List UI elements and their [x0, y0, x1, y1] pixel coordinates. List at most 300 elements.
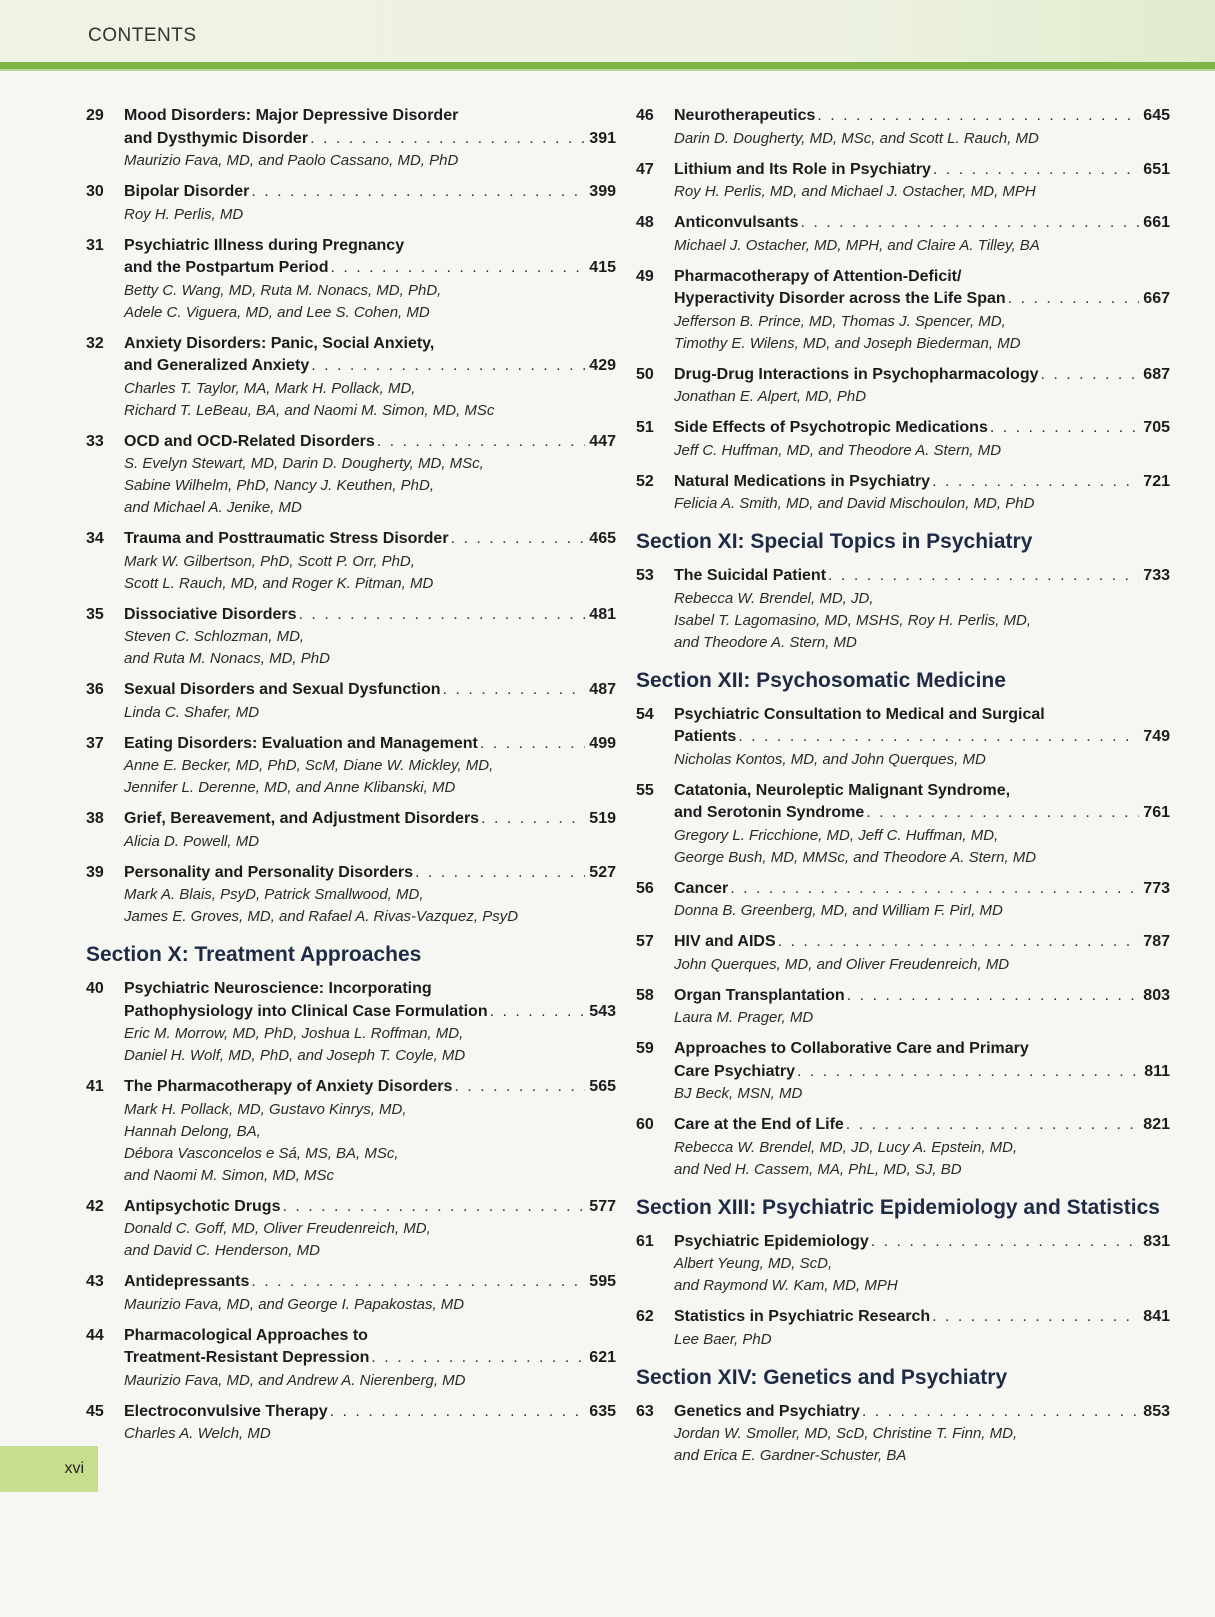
chapter-title: Pharmacotherapy of Attention-Deficit/ [674, 267, 962, 285]
chapter-title-line [124, 862, 616, 885]
chapter-number: 29 [86, 107, 104, 124]
chapter-title: Neurotherapeutics [674, 107, 816, 124]
chapter-title: Pharmacological Approaches to [124, 1326, 368, 1344]
chapter-number: 62 [636, 1308, 654, 1325]
toc-entry [86, 528, 616, 595]
author-line: Felicia A. Smith, MD, and David Mischoulon, MD, PhD [674, 495, 1035, 512]
chapter-title: OCD and OCD-Related Disorders [124, 432, 375, 450]
chapter-number: 36 [86, 681, 104, 698]
chapter-title-line [124, 1271, 616, 1294]
toc-entry [636, 159, 1170, 204]
toc-entry-body [124, 862, 616, 929]
author-line: Nicholas Kontos, MD, and John Querques, MD [674, 750, 986, 768]
toc-column-left [86, 105, 616, 1454]
toc-entry [636, 931, 1170, 976]
dot-leader [1006, 288, 1140, 311]
chapter-number: 55 [636, 781, 654, 799]
chapter-title-line [674, 1038, 1170, 1061]
toc-entry-body [674, 780, 1170, 869]
chapter-title: Antipsychotic Drugs [124, 1197, 281, 1215]
toc-entry [86, 1196, 616, 1263]
chapter-title: Side Effects of Psychotropic Medications [674, 419, 988, 436]
author-line: Eric M. Morrow, MD, PhD, Joshua L. Roffman, MD, [124, 1025, 464, 1042]
chapter-title: Psychiatric Illness during Pregnancy [124, 236, 405, 254]
author-line: Jennifer L. Derenne, MD, and Anne Klibanski, MD [124, 779, 456, 796]
author-line: Gregory L. Fricchione, MD, Jeff C. Huffman, MD, [674, 826, 999, 844]
toc-entry [636, 565, 1170, 654]
page-ref: 447 [589, 432, 616, 450]
toc-entry [86, 1401, 616, 1446]
toc-entry [636, 985, 1170, 1030]
toc-entry-body [124, 1325, 616, 1392]
chapter-title: Anticonvulsants [674, 214, 799, 231]
page-ref: 391 [589, 129, 616, 147]
toc-entry-body [674, 565, 1170, 654]
author-line: George Bush, MD, MMSc, and Theodore A. Stern, MD [674, 848, 1037, 866]
author-line: Débora Vasconcelos e Sá, MS, BA, MSc, [124, 1144, 399, 1162]
page-ref: 481 [589, 605, 616, 623]
chapter-number: 45 [86, 1402, 104, 1420]
author-line: Lee Baer, PhD [674, 1330, 772, 1348]
chapter-title-line [674, 726, 1170, 749]
toc-entry-body [124, 978, 616, 1067]
author-line: Jonathan E. Alpert, MD, PhD [674, 388, 867, 405]
chapter-number: 43 [86, 1273, 104, 1290]
chapter-number: 39 [86, 863, 104, 881]
chapter-title: and Serotonin Syndrome [674, 804, 865, 821]
toc-entry-body [674, 417, 1170, 462]
dot-leader [795, 1061, 1140, 1084]
author-line: Mark H. Pollack, MD, Gustavo Kinrys, MD, [124, 1100, 407, 1118]
author-line: Alicia D. Powell, MD [124, 832, 260, 850]
dot-leader [930, 1306, 1139, 1329]
toc-entry-body [124, 105, 616, 172]
page-ref: 595 [589, 1273, 616, 1290]
chapter-title-line [674, 931, 1170, 954]
dot-leader [328, 1401, 586, 1424]
author-line: and David C. Henderson, MD [124, 1242, 320, 1259]
dot-leader [369, 1347, 585, 1370]
chapter-title-line [124, 1325, 616, 1348]
chapter-number: 30 [86, 183, 104, 200]
author-line: BJ Beck, MSN, MD [674, 1085, 803, 1102]
dot-leader [478, 733, 585, 756]
author-line: Charles T. Taylor, MA, Mark H. Pollack, MD, [124, 379, 416, 397]
dot-leader [249, 1271, 585, 1294]
chapter-title: Hyperactivity Disorder across the Life Span [674, 290, 1006, 307]
chapter-title: Drug-Drug Interactions in Psychopharmacology [674, 365, 1039, 383]
chapter-title-line [674, 105, 1170, 128]
page-number: xvi [0, 1446, 98, 1492]
toc-entry [636, 1401, 1170, 1468]
dot-leader [413, 862, 585, 885]
toc-entry [86, 1325, 616, 1392]
chapter-title-line [674, 1114, 1170, 1137]
chapter-number: 33 [86, 432, 104, 450]
chapter-number: 44 [86, 1326, 104, 1344]
page-ref: 749 [1143, 728, 1170, 745]
page-ref: 651 [1143, 160, 1170, 178]
dot-leader [845, 985, 1140, 1008]
dot-leader [826, 565, 1139, 588]
toc-entry-body [674, 1401, 1170, 1468]
chapter-number: 57 [636, 933, 654, 950]
page-ref: 687 [1143, 365, 1170, 383]
toc-entry [636, 471, 1170, 516]
toc-entry [86, 1271, 616, 1316]
toc-entry [86, 181, 616, 226]
toc-entry [86, 604, 616, 671]
chapter-title-line [124, 355, 616, 378]
author-line: Laura M. Prager, MD [674, 1009, 814, 1026]
toc-entry [86, 808, 616, 853]
toc-entry [636, 1038, 1170, 1105]
chapter-number: 49 [636, 267, 654, 285]
dot-leader [798, 212, 1139, 235]
chapter-title: and the Postpartum Period [124, 259, 329, 276]
toc-entry [636, 780, 1170, 869]
toc-entry [636, 105, 1170, 150]
chapter-number: 38 [86, 810, 104, 827]
chapter-title: Care at the End of Life [674, 1116, 844, 1133]
toc-entry [636, 417, 1170, 462]
author-line: Maurizio Fava, MD, and George I. Papakostas, MD [124, 1295, 465, 1313]
chapter-number: 40 [86, 980, 104, 997]
chapter-title-line [124, 1076, 616, 1099]
chapter-title: Psychiatric Neuroscience: Incorporating [124, 980, 432, 997]
author-line: Steven C. Schlozman, MD, [124, 628, 305, 645]
chapter-title-line [124, 431, 616, 454]
page-ref: 399 [589, 183, 616, 200]
chapter-title: Cancer [674, 879, 729, 897]
chapter-title-line [124, 1401, 616, 1424]
chapter-title-line [674, 471, 1170, 494]
chapter-title-line [124, 333, 616, 356]
section-heading: Section XI: Special Topics in Psychiatry [636, 530, 1033, 553]
chapter-number: 48 [636, 214, 654, 231]
author-line: Rebecca W. Brendel, MD, JD, [674, 589, 874, 607]
dot-leader [931, 159, 1139, 182]
chapter-title-line [124, 1347, 616, 1370]
chapter-title-line [674, 266, 1170, 289]
section-heading: Section X: Treatment Approaches [86, 943, 422, 966]
chapter-title: The Pharmacotherapy of Anxiety Disorders [124, 1078, 453, 1095]
toc-entry-body [124, 181, 616, 226]
dot-leader [728, 878, 1139, 901]
chapter-title-line [124, 235, 616, 258]
toc-entry-body [674, 1231, 1170, 1298]
chapter-number: 32 [86, 334, 104, 352]
toc-entry-body [674, 1306, 1170, 1351]
toc-entry-body [124, 528, 616, 595]
author-line: Maurizio Fava, MD, and Paolo Cassano, MD, PhD [124, 152, 459, 169]
page-ref: 415 [589, 259, 616, 276]
dot-leader [479, 808, 585, 831]
toc-entry-body [124, 431, 616, 520]
author-line: Hannah Delong, BA, [124, 1122, 261, 1140]
dot-leader [776, 931, 1140, 954]
page-ref: 565 [589, 1078, 616, 1095]
chapter-title: Statistics in Psychiatric Research [674, 1308, 931, 1325]
author-line: Adele C. Viguera, MD, and Lee S. Cohen, MD [124, 303, 430, 321]
author-line: Roy H. Perlis, MD [124, 205, 244, 223]
toc-entry-body [674, 364, 1170, 409]
toc-entry-body [674, 212, 1170, 257]
chapter-number: 31 [86, 236, 104, 254]
chapter-title: Pathophysiology into Clinical Case Formulation [124, 1002, 488, 1020]
toc-entry-body [124, 1271, 616, 1316]
author-line: Rebecca W. Brendel, MD, JD, Lucy A. Epstein, MD, [674, 1138, 1018, 1156]
author-line: Darin D. Dougherty, MD, MSc, and Scott L. Rauch, MD [674, 129, 1039, 147]
section-heading: Section XIII: Psychiatric Epidemiology and Statistics [636, 1195, 1160, 1219]
author-line: Charles A. Welch, MD [124, 1425, 271, 1442]
toc-entry-body [124, 808, 616, 853]
page-ref: 811 [1144, 1062, 1170, 1080]
page-ref: 667 [1143, 290, 1170, 307]
toc-entry [636, 704, 1170, 771]
chapter-title-line [124, 604, 616, 627]
chapter-title-line [124, 528, 616, 551]
dot-leader [860, 1401, 1139, 1424]
author-line: Mark A. Blais, PsyD, Patrick Smallwood, MD, [124, 886, 424, 903]
page-ref: 787 [1143, 933, 1170, 950]
chapter-title: Eating Disorders: Evaluation and Management [124, 734, 478, 752]
page-ref: 499 [589, 734, 616, 752]
page-ref: 527 [589, 863, 616, 881]
toc-entry [636, 364, 1170, 409]
chapter-title-line [674, 565, 1170, 588]
chapter-title-line [124, 105, 616, 128]
header-rule [0, 62, 1215, 69]
chapter-title-line [124, 128, 616, 151]
toc-entry [636, 1306, 1170, 1351]
author-line: Donald C. Goff, MD, Oliver Freudenreich, MD, [124, 1220, 431, 1237]
toc-entry-body [674, 985, 1170, 1030]
chapter-title-line [124, 733, 616, 756]
chapter-title-line [124, 257, 616, 280]
chapter-number: 41 [86, 1078, 104, 1095]
author-line: S. Evelyn Stewart, MD, Darin D. Dougherty, MD, MSc, [124, 455, 484, 472]
chapter-number: 35 [86, 605, 104, 623]
chapter-title-line [674, 159, 1170, 182]
author-line: and Ruta M. Nonacs, MD, PhD [124, 650, 330, 667]
dot-leader [488, 1001, 586, 1024]
chapter-title-line [674, 878, 1170, 901]
author-line: Anne E. Becker, MD, PhD, ScM, Diane W. Mickley, MD, [124, 757, 494, 774]
chapter-title: Mood Disorders: Major Depressive Disorder [124, 107, 459, 124]
author-line: Donna B. Greenberg, MD, and William F. Pirl, MD [674, 902, 1003, 919]
toc-entry [86, 431, 616, 520]
page-ref: 519 [589, 810, 616, 827]
chapter-title: Genetics and Psychiatry [674, 1402, 860, 1420]
page-ref: 465 [589, 530, 616, 547]
toc-entry [636, 1114, 1170, 1181]
page-ref: 773 [1143, 879, 1170, 897]
dot-leader [280, 1196, 585, 1219]
chapter-number: 42 [86, 1197, 104, 1215]
toc-entry [86, 333, 616, 422]
toc-entry [86, 733, 616, 800]
dot-leader [864, 802, 1139, 825]
page-ref: 841 [1143, 1308, 1170, 1325]
running-head: CONTENTS [88, 25, 197, 46]
toc-entry [86, 235, 616, 324]
page-header [0, 0, 1215, 62]
toc-entry [636, 212, 1170, 257]
author-line: Jefferson B. Prince, MD, Thomas J. Spencer, MD, [674, 312, 1006, 330]
chapter-title: Electroconvulsive Therapy [124, 1402, 328, 1420]
author-line: John Querques, MD, and Oliver Freudenreich, MD [674, 955, 1010, 973]
chapter-title: Patients [674, 728, 737, 745]
toc-entry-body [124, 733, 616, 800]
chapter-title: Psychiatric Consultation to Medical and Surgical [674, 705, 1045, 723]
toc-column-right [636, 105, 1170, 1476]
author-line: Albert Yeung, MD, ScD, [674, 1255, 833, 1272]
chapter-title: Trauma and Posttraumatic Stress Disorder [124, 530, 449, 547]
dot-leader [308, 128, 585, 151]
author-line: and Raymond W. Kam, MD, MPH [674, 1277, 898, 1294]
chapter-title-line [124, 1196, 616, 1219]
chapter-title: Natural Medications in Psychiatry [674, 472, 931, 490]
dot-leader [309, 355, 585, 378]
chapter-title-line [674, 985, 1170, 1008]
toc-entry-body [674, 1038, 1170, 1105]
chapter-number: 37 [86, 734, 104, 752]
chapter-title-line [674, 417, 1170, 440]
chapter-title-line [674, 288, 1170, 311]
chapter-number: 60 [636, 1116, 654, 1133]
chapter-number: 52 [636, 472, 654, 490]
chapter-number: 56 [636, 879, 654, 897]
page-ref: 577 [589, 1197, 616, 1215]
chapter-title-line [674, 364, 1170, 387]
chapter-title-line [674, 704, 1170, 727]
toc-entry-body [674, 1114, 1170, 1181]
chapter-number: 46 [636, 107, 654, 124]
chapter-title-line [124, 808, 616, 831]
toc-entry [636, 878, 1170, 923]
page-ref: 661 [1143, 214, 1170, 231]
page-ref: 635 [589, 1402, 616, 1420]
chapter-number: 50 [636, 365, 654, 383]
chapter-title-line [674, 1306, 1170, 1329]
chapter-title: Lithium and Its Role in Psychiatry [674, 160, 931, 178]
header-rule-light [0, 69, 1215, 71]
toc-entry-body [124, 235, 616, 324]
toc-entry [86, 679, 616, 724]
chapter-title-line [674, 1401, 1170, 1424]
chapter-title: Dissociative Disorders [124, 605, 297, 623]
chapter-title: Organ Transplantation [674, 986, 845, 1004]
page-ref: 721 [1143, 472, 1170, 490]
toc-entry-body [674, 878, 1170, 923]
page-ref: 543 [589, 1002, 616, 1020]
page-ref: 761 [1143, 804, 1170, 821]
chapter-title: and Generalized Anxiety [124, 357, 310, 374]
dot-leader [328, 257, 585, 280]
chapter-title-line [124, 181, 616, 204]
dot-leader [297, 604, 586, 627]
page-ref: 821 [1143, 1116, 1170, 1133]
section-heading: Section XIV: Genetics and Psychiatry [636, 1365, 1008, 1389]
chapter-title-line [674, 802, 1170, 825]
author-line: Mark W. Gilbertson, PhD, Scott P. Orr, PhD, [124, 552, 415, 570]
chapter-title: The Suicidal Patient [674, 567, 827, 584]
author-line: Isabel T. Lagomasino, MD, MSHS, Roy H. Perlis, MD, [674, 611, 1032, 629]
dot-leader [736, 726, 1139, 749]
toc-entry-body [674, 931, 1170, 976]
toc-entry-body [124, 1196, 616, 1263]
page-ref: 621 [589, 1349, 616, 1366]
chapter-title-line [124, 1001, 616, 1024]
author-line: Sabine Wilhelm, PhD, Nancy J. Keuthen, PhD, [124, 477, 435, 494]
chapter-title: Psychiatric Epidemiology [674, 1232, 869, 1250]
toc-entry-body [124, 604, 616, 671]
chapter-title: Antidepressants [124, 1273, 250, 1290]
chapter-title: and Dysthymic Disorder [124, 129, 309, 147]
dot-leader [441, 679, 586, 702]
toc-entry [86, 1076, 616, 1187]
chapter-number: 58 [636, 986, 654, 1004]
chapter-title: Catatonia, Neuroleptic Malignant Syndrome, [674, 781, 1011, 799]
section-heading: Section XII: Psychosomatic Medicine [636, 668, 1006, 692]
toc-entry-body [124, 333, 616, 422]
toc-entry-body [124, 1401, 616, 1446]
author-line: and Ned H. Cassem, MA, PhL, MD, SJ, BD [674, 1160, 962, 1178]
dot-leader [930, 471, 1139, 494]
chapter-number: 59 [636, 1040, 654, 1057]
toc-entry-body [674, 704, 1170, 771]
toc-entry [636, 266, 1170, 355]
author-line: Betty C. Wang, MD, Ruta M. Nonacs, MD, PhD, [124, 281, 442, 299]
toc-entry [86, 978, 616, 1067]
dot-leader [452, 1076, 585, 1099]
author-line: Linda C. Shafer, MD [124, 703, 260, 721]
chapter-title-line [124, 978, 616, 1001]
chapter-title-line [674, 780, 1170, 803]
chapter-title-line [674, 212, 1170, 235]
page-ref: 705 [1143, 419, 1170, 436]
dot-leader [375, 431, 586, 454]
dot-leader [449, 528, 586, 551]
chapter-title-line [674, 1231, 1170, 1254]
author-line: and Michael A. Jenike, MD [124, 499, 302, 516]
author-line: Maurizio Fava, MD, and Andrew A. Nierenberg, MD [124, 1371, 466, 1389]
page-ref: 831 [1143, 1232, 1170, 1250]
chapter-title: Bipolar Disorder [124, 183, 250, 200]
chapter-number: 53 [636, 567, 654, 584]
chapter-title-line [674, 1061, 1170, 1084]
page-ref: 733 [1143, 567, 1170, 584]
chapter-number: 34 [86, 530, 104, 547]
toc-entry-body [674, 266, 1170, 355]
chapter-title: Sexual Disorders and Sexual Dysfunction [124, 681, 441, 698]
dot-leader [844, 1114, 1140, 1137]
dot-leader [1039, 364, 1140, 387]
chapter-title-line [124, 679, 616, 702]
toc-entry [636, 1231, 1170, 1298]
chapter-title: Care Psychiatry [674, 1062, 795, 1080]
chapter-title: Treatment-Resistant Depression [124, 1349, 370, 1366]
toc-entry-body [124, 679, 616, 724]
page-ref: 803 [1143, 986, 1170, 1004]
chapter-title: HIV and AIDS [674, 933, 776, 950]
chapter-number: 47 [636, 160, 654, 178]
chapter-number: 61 [636, 1232, 654, 1250]
author-line: Jeff C. Huffman, MD, and Theodore A. Stern, MD [674, 441, 1002, 459]
author-line: Jordan W. Smoller, MD, ScD, Christine T. Finn, MD, [674, 1425, 1018, 1442]
author-line: and Theodore A. Stern, MD [674, 633, 857, 651]
